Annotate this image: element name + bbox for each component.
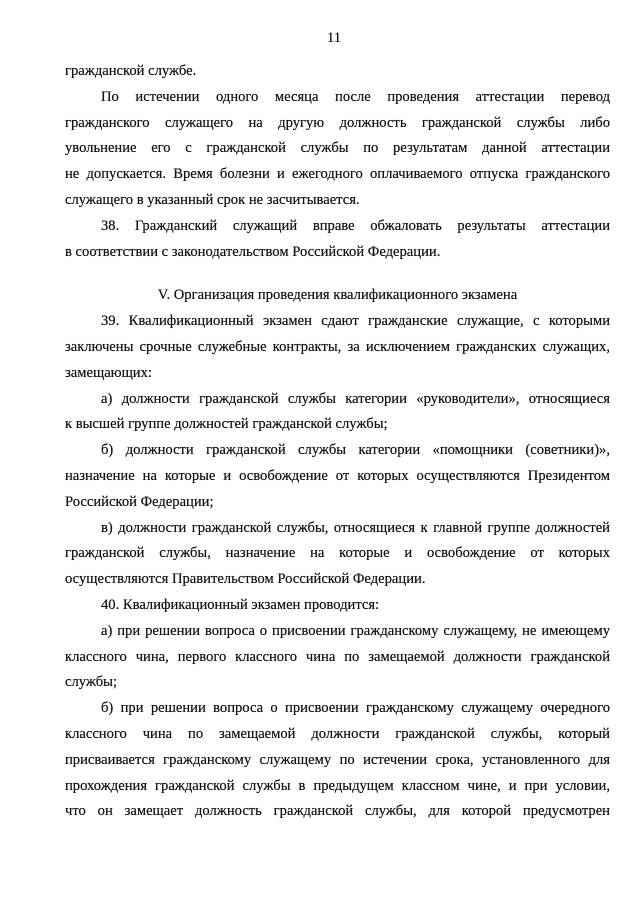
text-line: По истечении одного месяца после проведения аттестации перевод xyxy=(101,88,610,105)
text-line: гражданского служащего на другую должность гражданской службы либо xyxy=(65,114,610,131)
text-line: заключены срочные служебные контракты, за исключением гражданских служащих, xyxy=(65,338,610,355)
text-line: б) должности гражданской службы категории «помощники (советники)», xyxy=(101,442,610,459)
text-line: в соответствии с законодательством Российской Федерации. xyxy=(65,243,441,260)
text-line: службы; xyxy=(65,674,118,691)
text-line: классного чина, первого классного чина по замещаемой должности гражданской xyxy=(65,648,610,665)
paragraph xyxy=(65,214,610,266)
text-line: в) должности гражданской службы, относящиеся к главной группе должностей xyxy=(101,519,610,536)
text-line: Российской Федерации; xyxy=(65,493,214,510)
paragraph xyxy=(65,593,610,619)
text-line: осуществляются Правительством Российской Федерации. xyxy=(65,571,426,588)
text-line: а) должности гражданской службы категории «руководители», относящиеся xyxy=(101,390,610,407)
text-line: прохождения гражданской службы в предыдущем классном чине, и при условии, xyxy=(65,777,610,794)
paragraph xyxy=(65,387,610,439)
text-line: 39. Квалификационный экзамен сдают гражданские служащие, с которыми xyxy=(101,313,610,330)
section-heading: V. Организация проведения квалификационного экзамена xyxy=(157,287,518,304)
document-body xyxy=(65,59,610,825)
paragraph xyxy=(65,516,610,593)
text-line: служащего в указанный срок не засчитывается. xyxy=(65,191,360,208)
text-line: 40. Квалификационный экзамен проводится: xyxy=(101,596,380,613)
page-number: 11 xyxy=(326,30,342,46)
text-line: 38. Гражданский служащий вправе обжаловать результаты аттестации xyxy=(101,217,610,234)
paragraph xyxy=(65,59,610,85)
text-line: к высшей группе должностей гражданской службы; xyxy=(65,416,388,433)
text-line: увольнение его с гражданской службы по результатам данной аттестации xyxy=(65,140,610,157)
text-line: присваивается гражданскому служащему по истечении срока, установленного для xyxy=(65,751,610,768)
text-line: назначение на которые и освобождение от которых осуществляются Президентом xyxy=(65,467,610,484)
paragraph xyxy=(65,85,610,214)
text-line: не допускается. Время болезни и ежегодного оплачиваемого отпуска гражданского xyxy=(65,166,610,183)
text-line: классного чина по замещаемой должности гражданской службы, который xyxy=(65,725,610,742)
text-line: гражданской службе. xyxy=(65,63,197,79)
paragraph xyxy=(65,619,610,696)
text-line: что он замещает должность гражданской службы, для которой предусмотрен xyxy=(65,803,610,820)
text-line: замещающих: xyxy=(65,364,152,381)
paragraph xyxy=(65,438,610,515)
paragraph xyxy=(65,696,610,825)
text-line: гражданской службы, назначение на которые и освобождение от которых xyxy=(65,545,610,562)
paragraph xyxy=(65,309,610,386)
text-line: а) при решении вопроса о присвоении гражданскому служащему, не имеющему xyxy=(101,622,610,639)
text-line: б) при решении вопроса о присвоении гражданскому служащему очередного xyxy=(101,700,610,717)
